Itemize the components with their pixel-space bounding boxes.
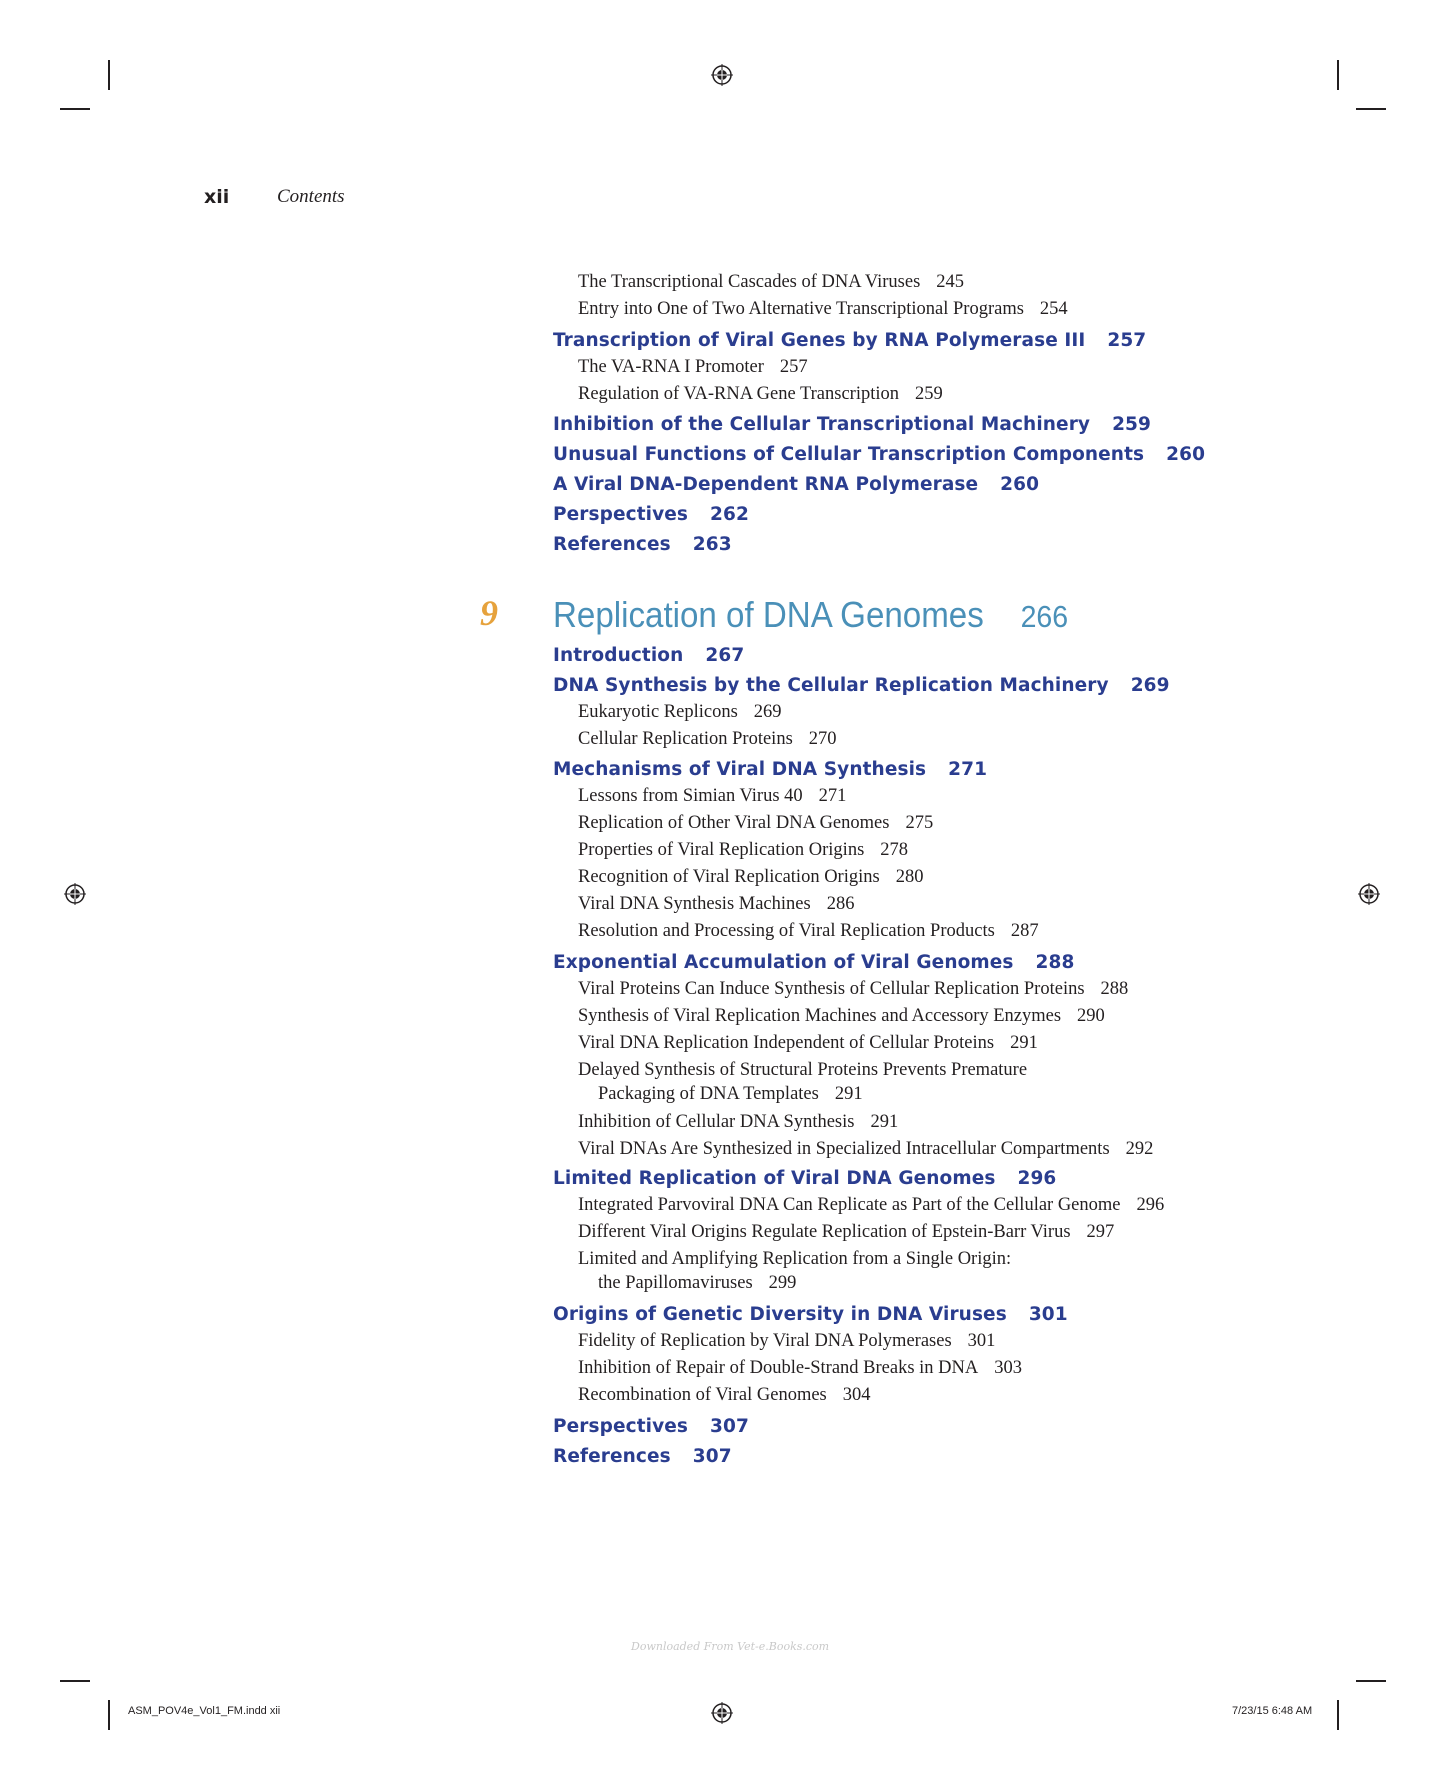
toc-page-number: 278	[880, 840, 909, 860]
toc-entry-title: Different Viral Origins Regulate Replication of Epstein-Barr Virus	[578, 1222, 1071, 1242]
toc-page-number: 263	[692, 534, 732, 555]
toc-entry-title: Limited Replication of Viral DNA Genomes	[553, 1168, 996, 1189]
toc-entry-title: A Viral DNA-Dependent RNA Polymerase	[553, 474, 979, 495]
toc-page-number: 291	[870, 1112, 899, 1132]
toc-subsection	[578, 1033, 1038, 1054]
toc-page-number: 254	[1039, 299, 1068, 319]
toc-entry-title: Packaging of DNA Templates	[598, 1084, 819, 1104]
toc-section	[553, 474, 1039, 495]
toc-page-number: 260	[1000, 474, 1040, 495]
crop-mark	[108, 60, 110, 90]
toc-subsection	[578, 1331, 995, 1352]
toc-subsection	[578, 384, 943, 405]
toc-section	[553, 675, 1170, 696]
toc-entry-title: Mechanisms of Viral DNA Synthesis	[553, 759, 927, 780]
toc-section	[553, 1304, 1068, 1325]
toc-entry-title: Perspectives	[553, 504, 688, 525]
chapter-title-text: Replication of DNA Genomes	[553, 594, 984, 635]
registration-mark-icon	[1358, 883, 1380, 905]
crop-mark	[60, 108, 90, 110]
toc-entry-title: Recognition of Viral Replication Origins	[578, 867, 880, 887]
toc-subsection	[578, 840, 908, 861]
chapter-number: 9	[480, 593, 498, 633]
toc-subsection	[578, 299, 1068, 320]
toc-page-number: 304	[842, 1385, 871, 1405]
toc-entry-title: References	[553, 1446, 671, 1467]
toc-subsection-continued	[598, 1273, 796, 1294]
toc-page-number: 288	[1100, 979, 1129, 999]
toc-entry-title: Limited and Amplifying Replication from a Single Origin:	[578, 1249, 1012, 1269]
crop-mark	[60, 1680, 90, 1682]
registration-mark-icon	[711, 1702, 733, 1724]
toc-entry-title: Cellular Replication Proteins	[578, 729, 793, 749]
toc-entry-title: Viral Proteins Can Induce Synthesis of Cellular Replication Proteins	[578, 979, 1085, 999]
toc-subsection	[578, 1060, 1027, 1081]
toc-page-number: 275	[905, 813, 934, 833]
crop-mark	[1356, 108, 1386, 110]
toc-subsection	[578, 1385, 871, 1406]
toc-page-number: 257	[779, 357, 808, 377]
toc-entry-title: Exponential Accumulation of Viral Genomes	[553, 952, 1014, 973]
toc-entry-title: Unusual Functions of Cellular Transcription Components	[553, 444, 1145, 465]
toc-entry-title: Lessons from Simian Virus 40	[578, 786, 803, 806]
toc-subsection	[578, 1139, 1153, 1160]
crop-mark	[108, 1700, 110, 1730]
toc-page-number: 288	[1035, 952, 1075, 973]
toc-page-number: 290	[1077, 1006, 1105, 1026]
toc-page-number: 296	[1136, 1195, 1165, 1215]
toc-section	[553, 1416, 749, 1437]
toc-section	[553, 534, 732, 555]
toc-section	[553, 1446, 732, 1467]
toc-subsection	[578, 1006, 1105, 1027]
toc-entry-title: the Papillomaviruses	[598, 1273, 753, 1293]
toc-section	[553, 1168, 1056, 1189]
toc-page-number: 291	[834, 1084, 863, 1104]
toc-entry-title: References	[553, 534, 671, 555]
toc-subsection	[578, 1222, 1114, 1243]
toc-page-number: 301	[1028, 1304, 1068, 1325]
toc-subsection	[578, 813, 933, 834]
toc-page-number: 299	[768, 1273, 797, 1293]
toc-page-number: 296	[1017, 1168, 1057, 1189]
toc-page-number: 303	[994, 1358, 1022, 1378]
toc-entry-title: Recombination of Viral Genomes	[578, 1385, 827, 1405]
toc-entry-title: Introduction	[553, 645, 684, 666]
watermark: Downloaded From Vet-e.Books.com	[631, 1640, 830, 1653]
chapter-page-number: 266	[1020, 599, 1069, 634]
toc-subsection	[578, 894, 854, 915]
toc-page-number: 271	[948, 759, 988, 780]
toc-entry-title: Eukaryotic Replicons	[578, 702, 738, 722]
toc-section	[553, 645, 744, 666]
toc-subsection	[578, 1195, 1164, 1216]
toc-entry-title: Origins of Genetic Diversity in DNA Viruses	[553, 1304, 1007, 1325]
crop-mark	[1356, 1680, 1386, 1682]
toc-page-number: 280	[895, 867, 924, 887]
toc-subsection	[578, 702, 782, 723]
toc-page-number: 291	[1010, 1033, 1038, 1053]
page-folio: xii	[204, 186, 230, 208]
toc-subsection	[578, 1112, 898, 1133]
toc-page-number: 307	[710, 1416, 749, 1437]
toc-entry-title: Properties of Viral Replication Origins	[578, 840, 865, 860]
toc-page-number: 271	[818, 786, 847, 806]
toc-page-number: 259	[915, 384, 943, 404]
toc-page-number: 257	[1107, 330, 1147, 351]
toc-entry-title: Delayed Synthesis of Structural Proteins Prevents Premature	[578, 1060, 1028, 1080]
toc-entry-title: Viral DNAs Are Synthesized in Specialized Intracellular Compartments	[578, 1139, 1110, 1159]
toc-subsection	[578, 1358, 1022, 1379]
toc-section	[553, 414, 1151, 435]
toc-page-number: 262	[710, 504, 749, 525]
toc-section	[553, 952, 1074, 973]
toc-page-number: 301	[967, 1331, 996, 1351]
toc-entry-title: Transcription of Viral Genes by RNA Polymerase III	[553, 330, 1086, 351]
toc-entry-title: Viral DNA Replication Independent of Cellular Proteins	[578, 1033, 995, 1053]
toc-page-number: 269	[753, 702, 782, 722]
toc-page-number: 307	[692, 1446, 732, 1467]
toc-page-number: 297	[1086, 1222, 1115, 1242]
toc-entry-title: Inhibition of Cellular DNA Synthesis	[578, 1112, 855, 1132]
toc-page-number: 286	[826, 894, 855, 914]
toc-subsection	[578, 729, 837, 750]
crop-mark	[1337, 60, 1339, 90]
toc-page-number: 267	[705, 645, 745, 666]
toc-section	[553, 504, 749, 525]
toc-subsection-continued	[598, 1084, 863, 1105]
toc-entry-title: Entry into One of Two Alternative Transcriptional Programs	[578, 299, 1024, 319]
toc-subsection	[578, 272, 964, 293]
toc-page-number: 270	[808, 729, 837, 749]
registration-mark-icon	[711, 64, 733, 86]
registration-mark-icon	[64, 883, 86, 905]
toc-entry-title: Synthesis of Viral Replication Machines and Accessory Enzymes	[578, 1006, 1062, 1026]
toc-subsection	[578, 921, 1039, 942]
toc-subsection	[578, 1249, 1011, 1270]
toc-subsection	[578, 357, 808, 378]
toc-page-number: 245	[936, 272, 965, 292]
toc-entry-title: Regulation of VA-RNA Gene Transcription	[578, 384, 900, 404]
toc-entry-title: Fidelity of Replication by Viral DNA Polymerases	[578, 1331, 952, 1351]
slug-datetime: 7/23/15 6:48 AM	[1232, 1705, 1313, 1717]
chapter-title	[553, 594, 1068, 636]
toc-entry-title: Inhibition of Repair of Double-Strand Breaks in DNA	[578, 1358, 979, 1378]
toc-page-number: 259	[1112, 414, 1151, 435]
toc-page-number: 292	[1125, 1139, 1154, 1159]
toc-entry-title: Integrated Parvoviral DNA Can Replicate as Part of the Cellular Genome	[578, 1195, 1121, 1215]
toc-entry-title: DNA Synthesis by the Cellular Replication Machinery	[553, 675, 1109, 696]
running-head-title: Contents	[277, 186, 345, 207]
toc-entry-title: Resolution and Processing of Viral Replication Products	[578, 921, 995, 941]
toc-subsection	[578, 979, 1128, 1000]
slug-filename: ASM_POV4e_Vol1_FM.indd xii	[128, 1705, 281, 1717]
toc-page-number: 260	[1166, 444, 1206, 465]
toc-subsection	[578, 867, 923, 888]
toc-entry-title: Inhibition of the Cellular Transcriptional Machinery	[553, 414, 1091, 435]
toc-entry-title: The Transcriptional Cascades of DNA Viruses	[578, 272, 921, 292]
toc-entry-title: The VA-RNA I Promoter	[578, 357, 764, 377]
toc-section	[553, 444, 1205, 465]
toc-entry-title: Replication of Other Viral DNA Genomes	[578, 813, 890, 833]
toc-page-number: 287	[1010, 921, 1039, 941]
toc-subsection	[578, 786, 846, 807]
toc-entry-title: Viral DNA Synthesis Machines	[578, 894, 811, 914]
crop-mark	[1337, 1700, 1339, 1730]
toc-page-number: 269	[1130, 675, 1170, 696]
toc-section	[553, 759, 987, 780]
toc-entry-title: Perspectives	[553, 1416, 688, 1437]
toc-section	[553, 330, 1146, 351]
